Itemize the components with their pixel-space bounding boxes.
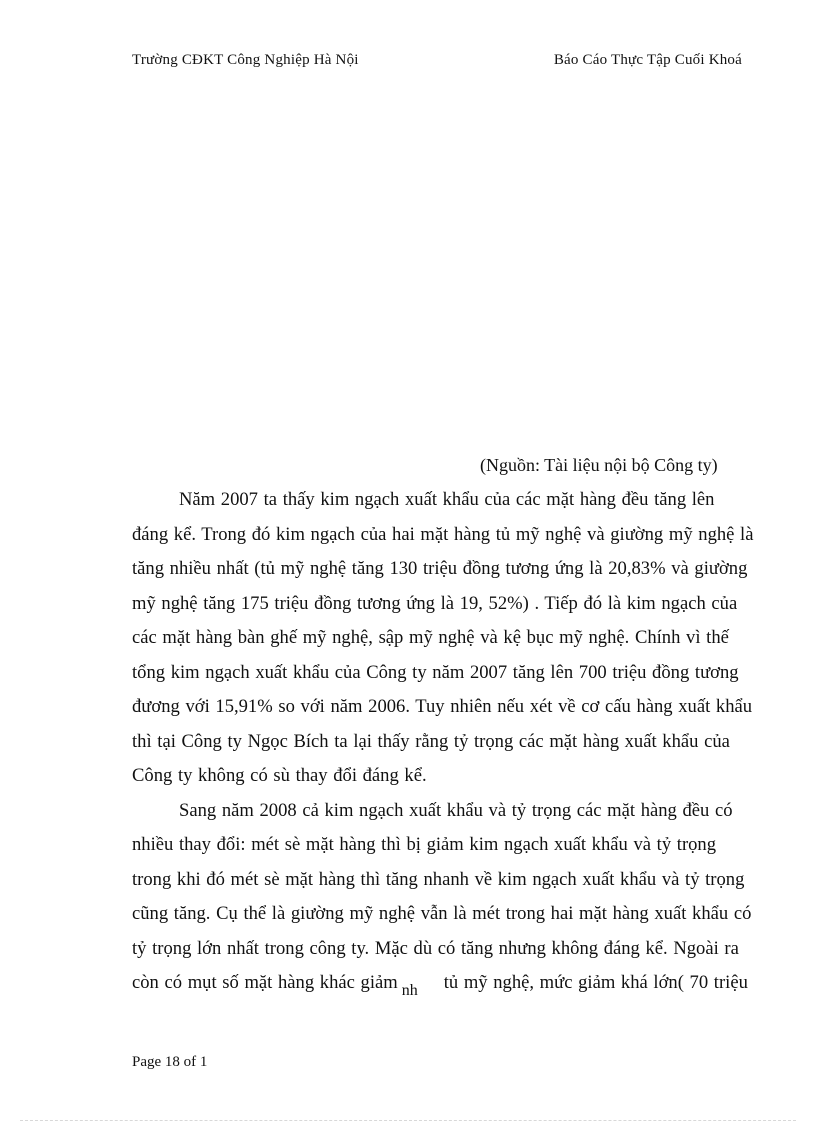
last-line-fragment: nh [401, 982, 418, 999]
page-header [132, 52, 742, 74]
text-line: Công ty không có sù thay đổi đáng kể. [132, 765, 427, 786]
text-line: tăng nhiều nhất (tủ mỹ nghệ tăng 130 triệu đồng tương ứng là 20,83% và giường [132, 558, 748, 579]
body-text [132, 483, 754, 1001]
paragraph-2008 [132, 794, 752, 1001]
header-report-title: Báo Cáo Thực Tập Cuối Khoá [553, 52, 742, 68]
page-number: Page 18 of 1 [132, 1054, 208, 1070]
text-line: các mặt hàng bàn ghế mỹ nghệ, sập mỹ nghệ và kệ bục mỹ nghệ. Chính vì thế [132, 627, 729, 648]
text-line: tổng kim ngạch xuất khẩu của Công ty năm 2007 tăng lên 700 triệu đồng tương [132, 661, 739, 683]
text-line: Sang năm 2008 cả kim ngạch xuất khẩu và tỷ trọng các mặt hàng đều có [179, 799, 733, 821]
header-school-name: Trường CĐKT Công Nghiệp Hà Nội [132, 52, 359, 68]
text-line: Năm 2007 ta thấy kim ngạch xuất khẩu của các mặt hàng đều tăng lên [179, 489, 715, 510]
text-line: cũng tăng. Cụ thể là giường mỹ nghệ vẫn là mét trong hai mặt hàng xuất khẩu có [132, 903, 752, 924]
last-line-end: tủ mỹ nghệ, mức giảm khá lớn( 70 triệu [443, 972, 748, 993]
text-line-last [132, 966, 748, 1001]
text-line: trong khi đó mét sè mặt hàng thì tăng nhanh về kim ngạch xuất khẩu và tỷ trọng [132, 868, 745, 890]
source-note: (Nguồn: Tài liệu nội bộ Công ty) [480, 455, 718, 475]
paragraph-2007 [132, 483, 754, 794]
text-line: tỷ trọng lớn nhất trong công ty. Mặc dù có tăng nhưng không đáng kể. Ngoài ra [132, 937, 739, 959]
last-line-start: còn có mụt số mặt hàng khác giảm [132, 972, 398, 993]
text-line: đáng kể. Trong đó kim ngạch của hai mặt hàng tủ mỹ nghệ và giường mỹ nghệ là [132, 523, 754, 545]
text-line: mỹ nghệ tăng 175 triệu đồng tương ứng là 19, 52%) . Tiếp đó là kim ngạch của [132, 592, 738, 614]
text-line: đương với 15,91% so với năm 2006. Tuy nhiên nếu xét về cơ cấu hàng xuất khẩu [132, 696, 753, 717]
page-bottom-divider [20, 1120, 796, 1121]
text-line: thì tại Công ty Ngọc Bích ta lại thấy rằng tỷ trọng các mặt hàng xuất khẩu của [132, 730, 730, 752]
text-line: nhiều thay đổi: mét sè mặt hàng thì bị giảm kim ngạch xuất khẩu và tỷ trọng [132, 834, 717, 855]
